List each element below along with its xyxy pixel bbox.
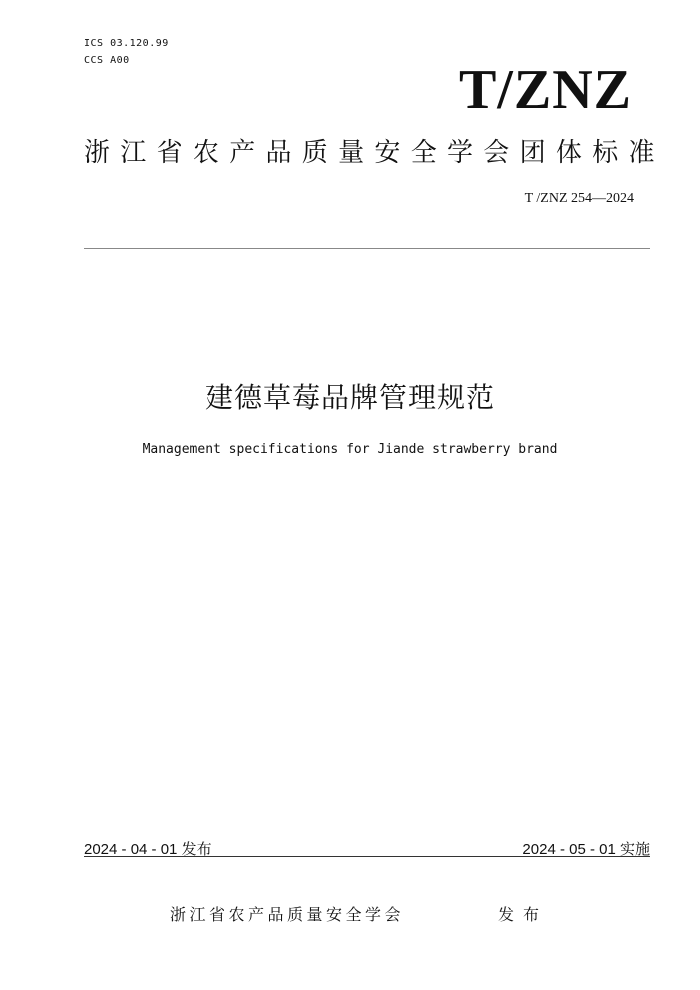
standard-number: T /ZNZ 254—2024 — [524, 191, 634, 206]
publish-label: 发布 — [498, 905, 549, 924]
document-title-chinese: 建德草莓品牌管理规范 — [204, 381, 495, 414]
organization-standard-title: 浙江省农产品质量安全学会团体标准 — [84, 138, 665, 168]
ics-code: ICS 03.120.99 — [84, 38, 169, 49]
ccs-code: CCS A00 — [84, 55, 130, 66]
bottom-divider — [84, 856, 650, 857]
publisher-name: 浙江省农产品质量安全学会 — [170, 905, 405, 924]
top-divider — [84, 248, 650, 249]
standard-logo: T/ZNZ — [458, 59, 632, 121]
document-title-english: Management specifications for Jiande strawberry brand — [142, 442, 558, 457]
implementation-date: 2024 - 05 - 01 实施 — [522, 841, 650, 858]
issue-date: 2024 - 04 - 01 发布 — [84, 841, 212, 858]
